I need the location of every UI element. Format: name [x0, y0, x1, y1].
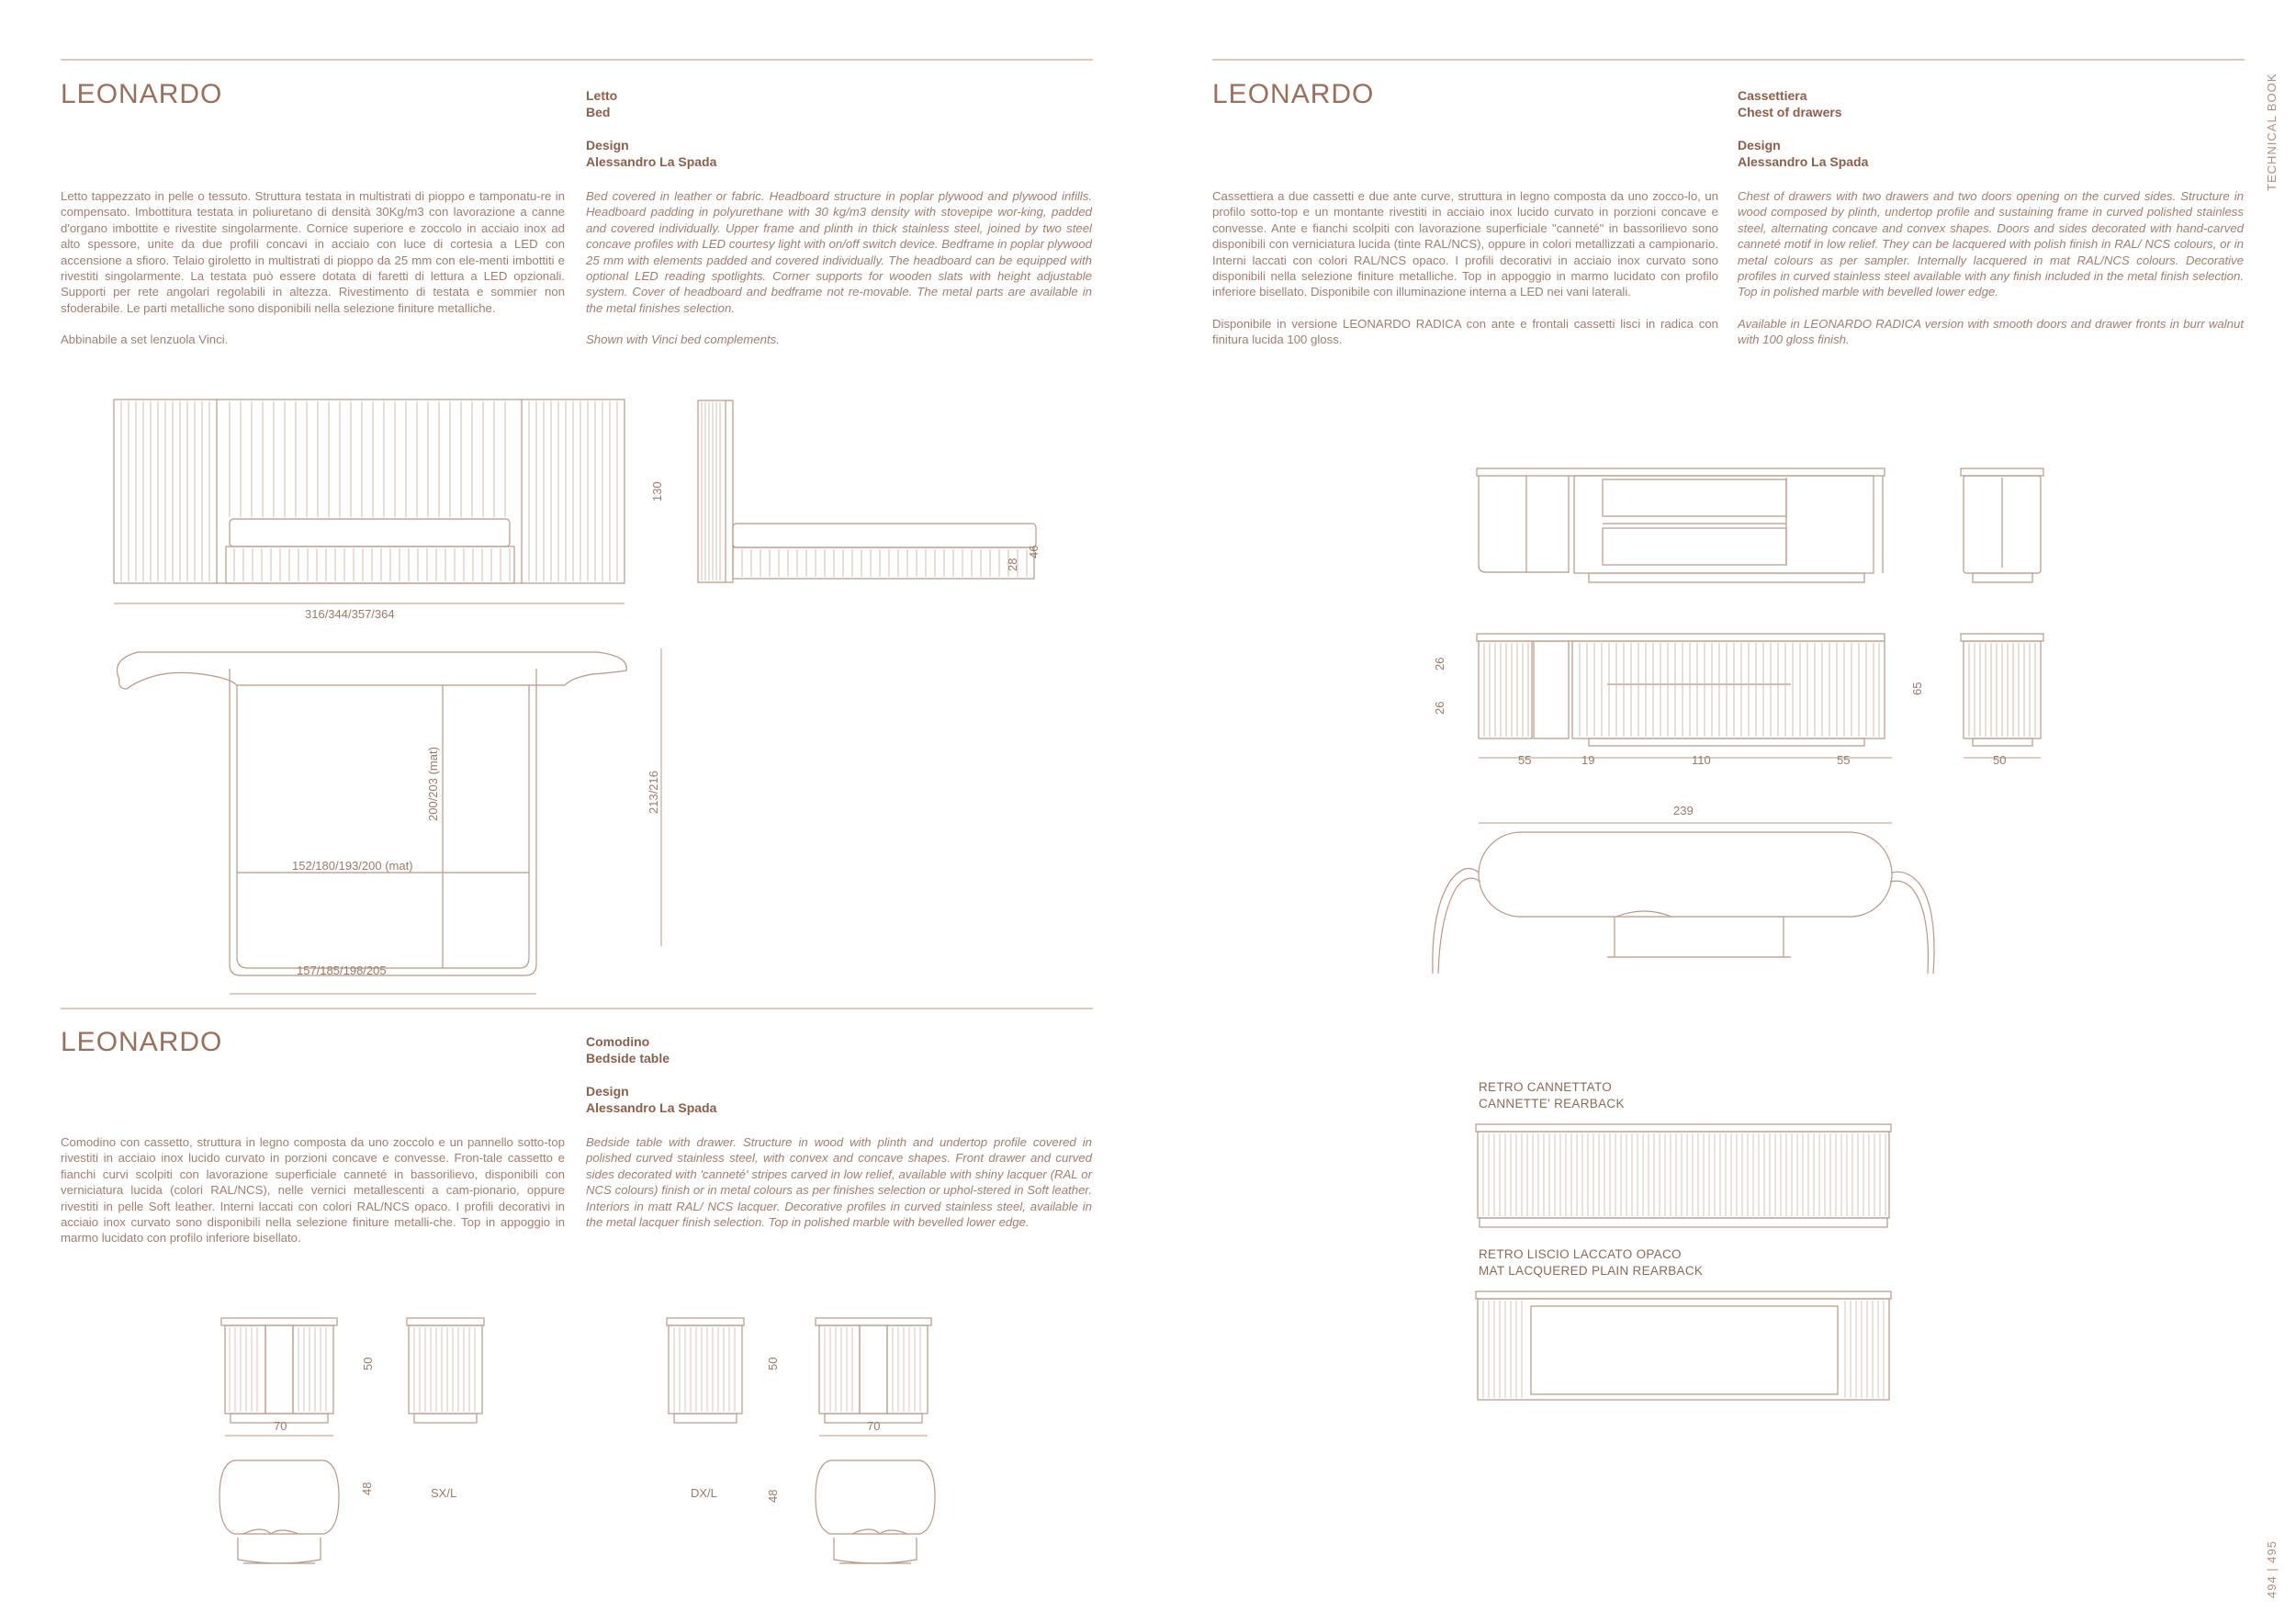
rear-plain-drawing: [1474, 1290, 1896, 1411]
bedside-right-w70-dim: 70: [867, 1419, 881, 1433]
bed-desc-en-2: Shown with Vinci bed complements.: [586, 332, 780, 347]
rear-cannette-drawing: [1474, 1122, 1896, 1233]
page-numbers: 494 | 495: [2265, 1540, 2279, 1598]
chest-desc-it-2: Disponibile in versione LEONARDO RADICA con ante e frontali cassetti lisci in radica con finitura lucida 100 gloss.: [1212, 316, 1718, 347]
bed-desc-en: Bed covered in leather or fabric. Headboard structure in poplar plywood and plywood infills. Headboard padding in polyurethane with 30 kg/m3 density with stovepipe wor-king, padded and covered individually. Upper frame and plinth in thick stainless steel, joined by two steel concave profiles with LED courtesy light with on/off switch device. Bedframe in poplar plywood 25 mm with elements padded and covered individually. The headboard can be equipped with optional LED reading spotlights. Corner supports for wooden slats with height adjustable system. Cover of headboard and bedframe not re-movable. The metal parts are available in the metal finishes selection.: [586, 189, 1092, 315]
bedside-left-d48-dim: 48: [360, 1482, 374, 1495]
bed-desc-it-2: Abbinabile a set lenzuola Vinci.: [61, 332, 229, 347]
chest-front-drawing: [1469, 459, 2057, 588]
chest-w19-dim: 19: [1581, 753, 1595, 767]
chest-w55b-dim: 55: [1837, 753, 1851, 767]
rear-cannette-label: [1479, 1079, 1625, 1112]
bedside-left-w70-dim: 70: [274, 1419, 287, 1433]
rear-2-en: MAT LACQUERED PLAIN REARBACK: [1479, 1264, 1704, 1278]
bedside-designer: Alessandro La Spada: [586, 1100, 717, 1115]
chest-w50-dim: 50: [1993, 753, 2007, 767]
bedside-design-label: Design: [586, 1084, 629, 1099]
rear-plain-label: [1479, 1246, 1703, 1279]
bedside-right-front-drawing: [661, 1309, 955, 1437]
bed-type-en: Bed: [586, 105, 611, 119]
chest-designer: Alessandro La Spada: [1738, 154, 1869, 169]
rear-1-en: CANNETTE' REARBACK: [1479, 1097, 1625, 1110]
bedside-sx-label: SX/L: [431, 1486, 457, 1500]
chest-w239-dim: 239: [1673, 804, 1694, 817]
bed-type-it: Letto: [586, 88, 618, 103]
chest-text-it: [1212, 188, 1718, 364]
bed-title: LEONARDO: [61, 79, 223, 109]
chest-desc-en-2: Available in LEONARDO RADICA version with smooth doors and drawer fronts in burr walnut with 100 gloss finish.: [1738, 316, 2244, 347]
top-rule-left: [61, 59, 1093, 61]
bedside-text-en: [586, 1134, 1092, 1245]
bedside-right-h50-dim: 50: [766, 1357, 780, 1370]
bed-mattress-width-dim: 152/180/193/200 (mat): [292, 859, 413, 873]
mid-rule-left: [61, 1008, 1093, 1009]
bedside-left-plan-drawing: [216, 1451, 363, 1580]
bed-side-drawing: [691, 395, 1040, 597]
chest-d26b-dim: 26: [1433, 701, 1446, 715]
bed-mattress-length-dim: 200/203 (mat): [426, 747, 440, 821]
chest-desc-en: Chest of drawers with two drawers and two doors opening on the curved sides. Structure in wood composed by plinth, undertop profile and sustaining frame in curved polished stainless steel, alternating concave and convex shapes. Doors and sides decorated with hand-carved canneté motif in low relief. They can be lacquered with polish finish in RAL/ NCS colours, or in metal colours as per sampler. Internally lacquered in mat RAL/NCS colours. Decorative profiles in curved stainless steel available with any finish included in the metal finish selection. Top in polished marble with bevelled lower edge.: [1738, 189, 2244, 299]
bedside-desc-it: Comodino con cassetto, struttura in legno composta da uno zoccolo e un pannello sotto-top rivestiti in acciaio inox lucido curvato in porzioni concave e convesse. Fron-tale cassetto e fianchi curvi scolpiti con lavorazione superficiale canneté in bassorilievo, disponibili con verniciatura lucida (colori RAL/NCS), nelle vernici metallescenti a cam-pionario, oppure rivestiti in pelle Soft leather. Interni laccati con colori RAL/NCS opaco. I profili decorativi in acciaio inox curvato sono disponibili nella selezione finiture metalli-che. Top in appoggio in marmo lucidato con profilo inferiore bisellato.: [61, 1135, 565, 1245]
bedside-desc-en: Bedside table with drawer. Structure in wood with plinth and undertop profile covered in polished curved stainless steel, with convex and concave shapes. Front drawer and curved sides decorated with 'canneté' stripes carved in low relief, available with shiny lacquer (RAL or NCS colours) finish or in metal colours as per finishes selection or uphol-stered in Soft leather. Interiors in matt RAL/ NCS lacquer. Decorative profiles in curved stainless steel, available in the metal lacquer finish selection. Top in polished marble with bevelled lower edge.: [586, 1135, 1092, 1230]
chest-w55a-dim: 55: [1518, 753, 1532, 767]
bedside-text-it: [61, 1134, 565, 1262]
chest-type-it: Cassettiera: [1738, 88, 1807, 103]
bed-d46-dim: 46: [1027, 545, 1041, 558]
chest-title: LEONARDO: [1212, 79, 1375, 109]
chest-type-en: Chest of drawers: [1738, 105, 1842, 119]
bed-design-label: Design: [586, 138, 629, 152]
bedside-left-h50-dim: 50: [361, 1357, 375, 1370]
chest-w110-dim: 110: [1692, 753, 1711, 767]
bed-meta: [586, 87, 716, 170]
technical-book-label: TECHNICAL BOOK: [2265, 73, 2279, 191]
bed-designer: Alessandro La Spada: [586, 154, 717, 169]
bedside-title: LEONARDO: [61, 1027, 223, 1057]
chest-text-en: [1738, 188, 2244, 364]
chest-d26a-dim: 26: [1433, 657, 1446, 671]
chest-desc-it: Cassettiera a due cassetti e due ante curve, struttura in legno composta da uno zocco-lo, un profilo sotto-top e un montante rivestiti in acciaio inox lucido curvato in porzioni concave e convesse. Ante e fianchi scolpiti con lavorazione superficiale "canneté" in bassorilievo sono disponibili con verniciatura lucida (tinte RAL/NCS), oppure in colori metallizzati a campionario. Interni laccati con colori RAL/NCS opaco. I profili decorativi in acciaio inox curvato sono disponibili nella selezione finiture metalliche. Top in appoggio in marmo lucidato con profilo inferiore bisellato. Disponibile con illuminazione interna a LED nei vani laterali.: [1212, 189, 1718, 299]
bed-front-drawing: [101, 390, 652, 620]
bed-depth-dim: 213/216: [647, 771, 660, 814]
bed-text-it: [61, 188, 565, 364]
chest-plan-drawing: [1424, 817, 1956, 983]
bed-frame-width-dim: 157/185/198/205: [297, 964, 387, 977]
bed-width-dim: 316/344/357/364: [305, 607, 395, 621]
rear-1-it: RETRO CANNETTATO: [1479, 1080, 1613, 1094]
chest-d65-dim: 65: [1910, 682, 1924, 695]
bedside-type-en: Bedside table: [586, 1051, 670, 1065]
bed-text-en: [586, 188, 1092, 364]
bedside-left-front-drawing: [216, 1309, 546, 1437]
bed-height-dim: 130: [650, 481, 664, 502]
top-rule-right: [1212, 59, 2245, 61]
bed-d28-dim: 28: [1006, 558, 1019, 571]
bed-desc-it: Letto tappezzato in pelle o tessuto. Struttura testata in multistrati di pioppo e tamponatu-re in compensato. Imbottitura testata in poliuretano di densità 30Kg/m3 con lavorazione a canne d'organo imbottite e rivestite singolarmente. Cornice superiore e zoccolo in acciaio inox ad alto spessore, unite da due profili concavi in acciaio con luce di cortesia a LED con accensione a sfioro. Telaio giroletto in multistrati di pioppo da 25 mm con ele-menti imbottiti e rivestiti singolarmente. La testata può essere dotata di faretti di lettura a LED opzionali. Supporti per rete angolari regolabili in altezza. Rivestimento di testata e sommier non sfoderabile. Le parti metalliche sono disponibili nella selezione finiture metalliche.: [61, 189, 565, 315]
bedside-dx-label: DX/L: [691, 1486, 717, 1500]
bedside-right-d48-dim: 48: [766, 1489, 780, 1503]
chest-meta: [1738, 87, 1868, 170]
rear-2-it: RETRO LISCIO LACCATO OPACO: [1479, 1247, 1682, 1261]
chest-fluted-drawing: [1469, 625, 2057, 762]
chest-design-label: Design: [1738, 138, 1781, 152]
bedside-right-plan-drawing: [812, 1451, 959, 1580]
bedside-meta: [586, 1033, 716, 1116]
bedside-type-it: Comodino: [586, 1034, 650, 1049]
bed-plan-drawing: [101, 634, 670, 1001]
